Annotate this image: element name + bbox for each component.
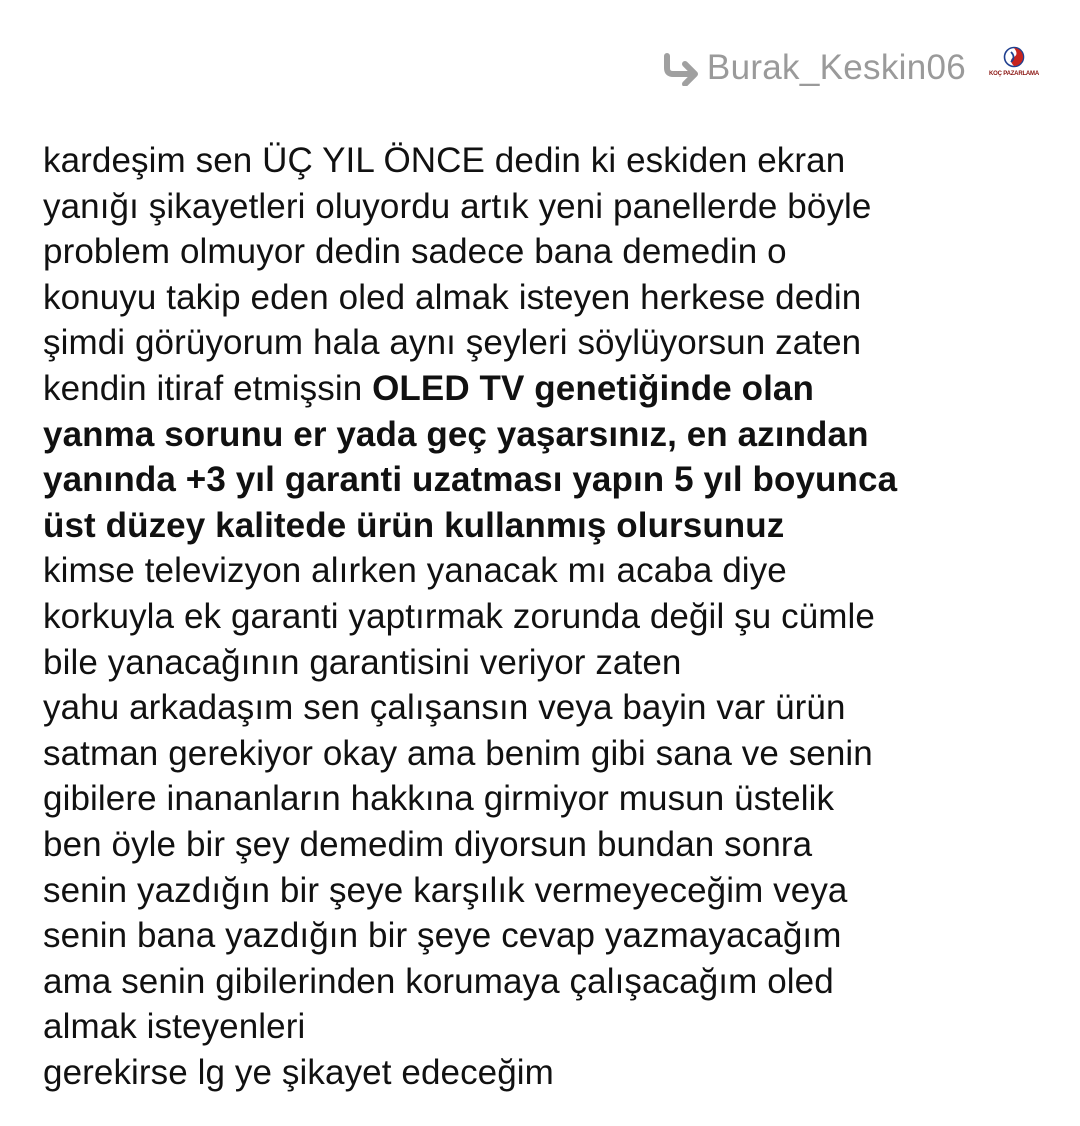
comment-line: yanığı şikayetleri oluyordu artık yeni panellerde böyle xyxy=(43,186,872,226)
quoted-bold-line: yanında +3 yıl garanti uzatması yapın 5 yıl boyunca xyxy=(43,460,898,500)
comment-line: senin bana yazdığın bir şeye cevap yazmayacağım xyxy=(43,916,842,956)
comment-line: kendin itiraf etmişsin OLED TV genetiğinde olan xyxy=(43,368,814,408)
comment-line: korkuyla ek garanti yaptırmak zorunda değil şu cümle xyxy=(43,596,875,636)
quoted-bold-line: üst düzey kalitede ürün kullanmış olursunuz xyxy=(43,505,785,545)
quoted-bold-text: OLED TV genetiğinde olan xyxy=(372,368,814,408)
comment-line: gibilere inananların hakkına girmiyor musun üstelik xyxy=(43,779,835,819)
comment-line: bile yanacağının garantisini veriyor zaten xyxy=(43,642,682,682)
reply-header xyxy=(661,46,1039,90)
comment-line: problem olmuyor dedin sadece bana demedin o xyxy=(43,232,787,272)
brand-badge xyxy=(989,46,1039,90)
reply-arrow-icon xyxy=(661,50,701,86)
username-link[interactable]: Burak_Keskin06 xyxy=(706,48,966,87)
comment-line: almak isteyenleri xyxy=(43,1007,306,1047)
koc-pazarlama-logo-icon xyxy=(1003,46,1025,68)
comment-line: konuyu takip eden oled almak isteyen herkese dedin xyxy=(43,277,862,317)
comment-line: senin yazdığın bir şeye karşılık vermeyeceğim veya xyxy=(43,870,848,910)
badge-text: KOÇ PAZARLAMA xyxy=(989,71,1039,77)
comment-line: satman gerekiyor okay ama benim gibi sana ve senin xyxy=(43,733,873,773)
quoted-bold-line: yanma sorunu er yada geç yaşarsınız, en azından xyxy=(43,414,869,454)
comment-line: gerekirse lg ye şikayet edeceğim xyxy=(43,1052,554,1092)
comment-line: yahu arkadaşım sen çalışansın veya bayin var ürün xyxy=(43,688,846,728)
comment-line: ben öyle bir şey demedim diyorsun bundan sonra xyxy=(43,824,813,864)
comment-line: ama senin gibilerinden korumaya çalışacağım oled xyxy=(43,961,834,1001)
comment-line: kardeşim sen ÜÇ YIL ÖNCE dedin ki eskiden ekran xyxy=(43,141,846,180)
comment-line: kimse televizyon alırken yanacak mı acaba diye xyxy=(43,551,787,591)
comment-body xyxy=(43,138,1053,1095)
comment-line: şimdi görüyorum hala aynı şeyleri söylüyorsun zaten xyxy=(43,323,862,363)
